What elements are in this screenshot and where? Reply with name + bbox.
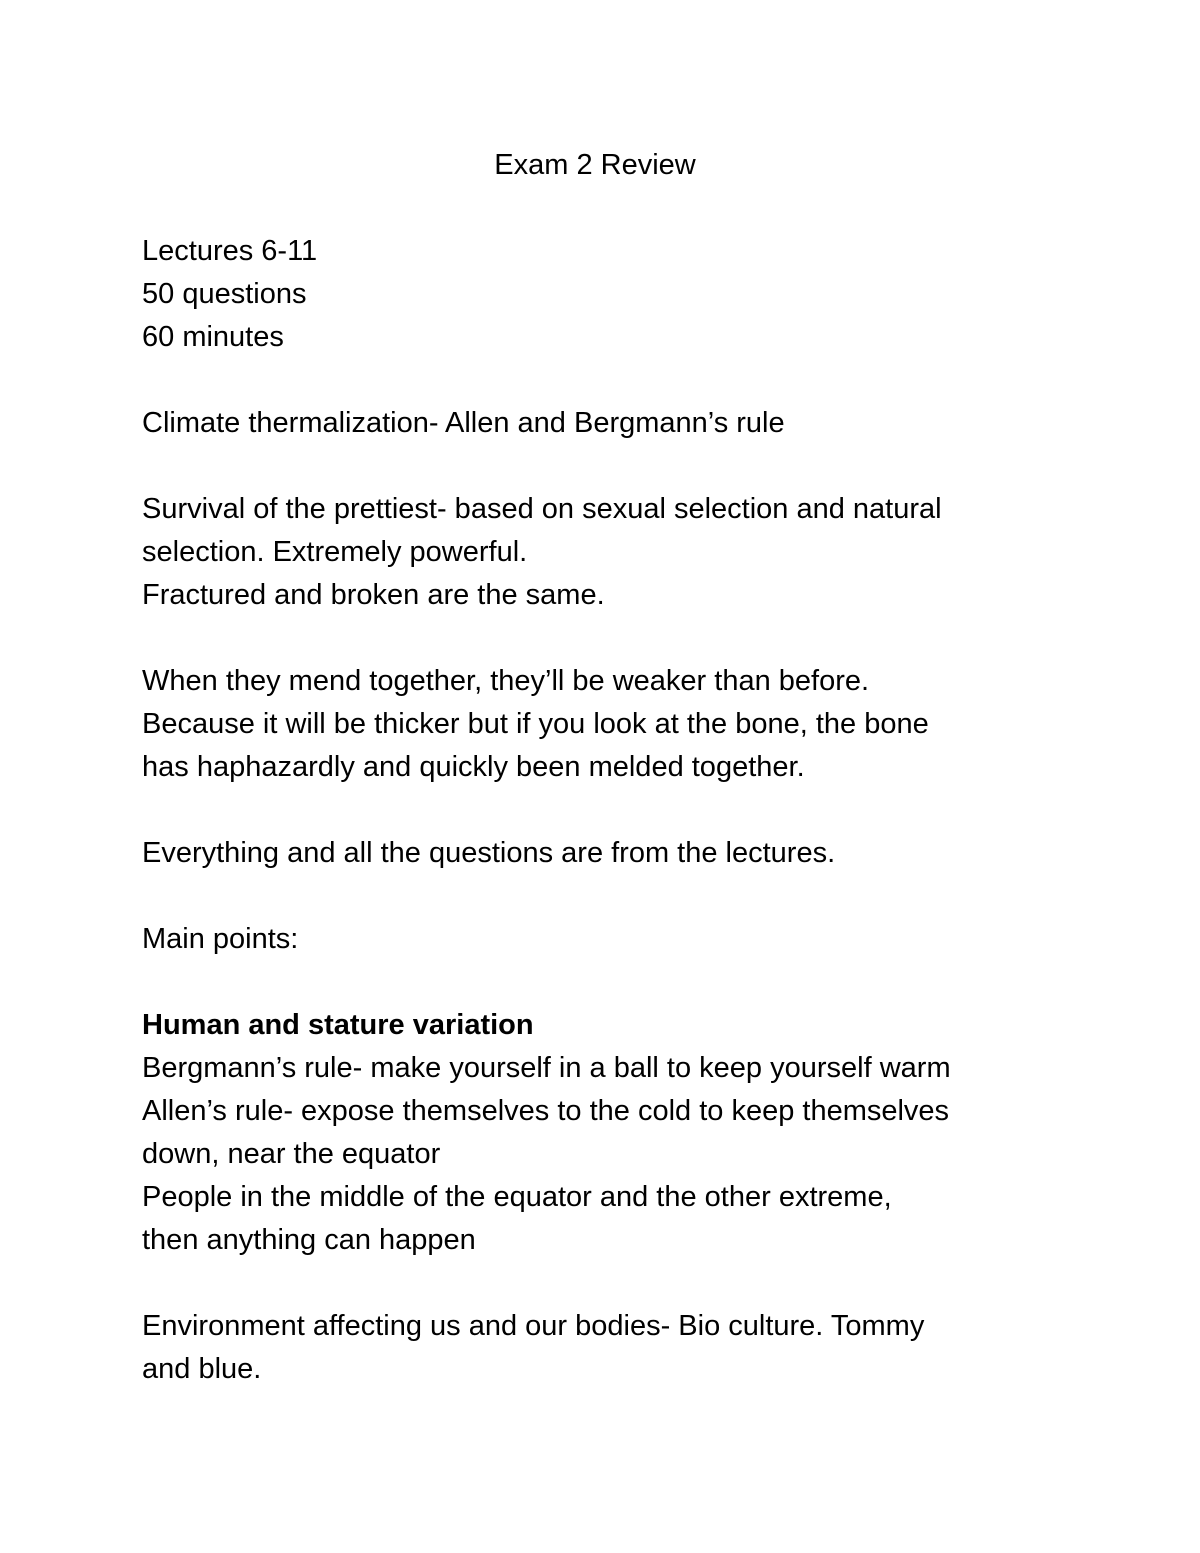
environment-line-2: and blue. <box>142 1353 262 1385</box>
section-line-3: down, near the equator <box>142 1138 441 1170</box>
mend-line-1: When they mend together, they’ll be weaker than before. <box>142 665 870 697</box>
paragraph-gap <box>142 875 1142 918</box>
document-body <box>142 230 1142 1391</box>
paragraph-gap <box>142 961 1142 1004</box>
survival-line-3: Fractured and broken are the same. <box>142 579 605 611</box>
mend-line-2: Because it will be thicker but if you look at the bone, the bone <box>142 708 929 740</box>
section-line-4: People in the middle of the equator and the other extreme, <box>142 1181 892 1213</box>
section-line-1: Bergmann’s rule- make yourself in a ball to keep yourself warm <box>142 1052 951 1084</box>
survival-line-1: Survival of the prettiest- based on sexual selection and natural <box>142 493 942 525</box>
page-title: Exam 2 Review <box>494 149 696 181</box>
lectures-line: Lectures 6-11 <box>142 235 318 267</box>
paragraph-gap <box>142 1262 1142 1305</box>
paragraph-gap <box>142 445 1142 488</box>
questions-line: 50 questions <box>142 278 307 310</box>
everything-line: Everything and all the questions are from the lectures. <box>142 837 836 869</box>
section-line-2: Allen’s rule- expose themselves to the cold to keep themselves <box>142 1095 950 1127</box>
paragraph-gap <box>142 789 1142 832</box>
section-line-5: then anything can happen <box>142 1224 476 1256</box>
mend-line-3: has haphazardly and quickly been melded together. <box>142 751 805 783</box>
climate-line: Climate thermalization- Allen and Bergmann’s rule <box>142 407 785 439</box>
survival-line-2: selection. Extremely powerful. <box>142 536 528 568</box>
environment-line-1: Environment affecting us and our bodies- Bio culture. Tommy <box>142 1310 925 1342</box>
main-points-label: Main points: <box>142 923 299 955</box>
section-heading: Human and stature variation <box>142 1009 534 1041</box>
minutes-line: 60 minutes <box>142 321 284 353</box>
paragraph-gap <box>142 617 1142 660</box>
paragraph-gap <box>142 359 1142 402</box>
